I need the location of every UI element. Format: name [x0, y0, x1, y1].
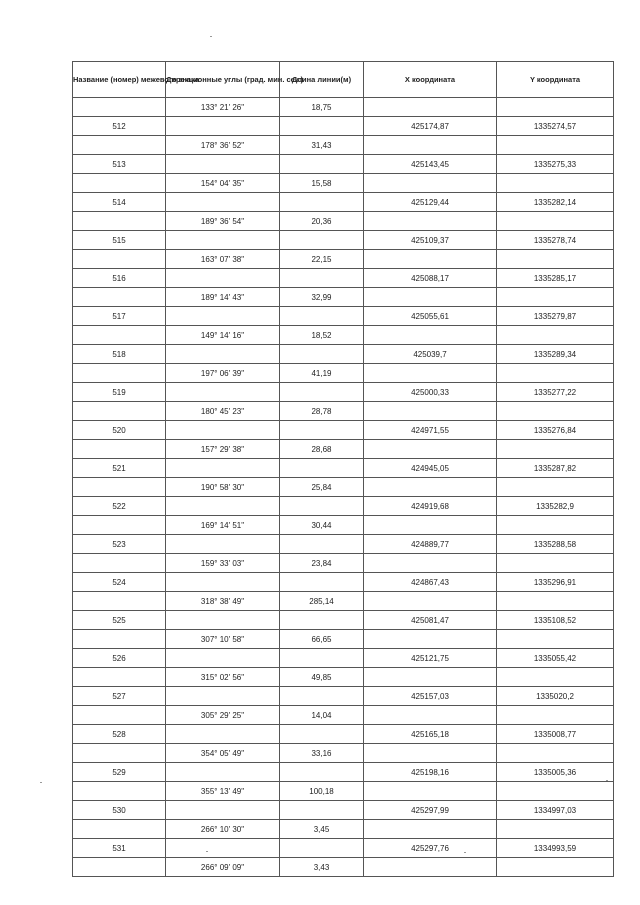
cell-length: 30,44 — [280, 516, 364, 535]
cell-y: 1335055,42 — [497, 649, 614, 668]
cell-y — [497, 820, 614, 839]
cell-name — [73, 174, 166, 193]
cell-name: 518 — [73, 345, 166, 364]
cell-y — [497, 326, 614, 345]
table-row — [73, 573, 614, 592]
cell-x — [364, 554, 497, 573]
cell-y: 1335020,2 — [497, 687, 614, 706]
cell-length: 25,84 — [280, 478, 364, 497]
cell-angle — [166, 193, 280, 212]
cell-angle: 315° 02' 56" — [166, 668, 280, 687]
cell-name — [73, 554, 166, 573]
cell-length: 22,15 — [280, 250, 364, 269]
cell-angle: 178° 36' 52" — [166, 136, 280, 155]
cell-name: 531 — [73, 839, 166, 858]
cell-length: 28,78 — [280, 402, 364, 421]
header-x: X координата — [364, 62, 497, 98]
table-row — [73, 307, 614, 326]
cell-name: 517 — [73, 307, 166, 326]
cell-length: 3,45 — [280, 820, 364, 839]
cell-y — [497, 174, 614, 193]
cell-x — [364, 440, 497, 459]
cell-name: 528 — [73, 725, 166, 744]
cell-x: 425297,76 — [364, 839, 497, 858]
cell-name — [73, 706, 166, 725]
cell-x — [364, 250, 497, 269]
cell-angle: 159° 33' 03" — [166, 554, 280, 573]
table-row — [73, 649, 614, 668]
cell-length — [280, 649, 364, 668]
cell-y: 1335287,82 — [497, 459, 614, 478]
cell-angle — [166, 459, 280, 478]
table-row — [73, 193, 614, 212]
cell-y — [497, 744, 614, 763]
cell-x: 424971,55 — [364, 421, 497, 440]
cell-angle: 355° 13' 49" — [166, 782, 280, 801]
cell-y: 1335282,9 — [497, 497, 614, 516]
cell-angle: 266° 09' 09" — [166, 858, 280, 877]
cell-x — [364, 668, 497, 687]
cell-name — [73, 250, 166, 269]
cell-length: 15,58 — [280, 174, 364, 193]
table-header-row — [73, 62, 614, 98]
cell-angle — [166, 155, 280, 174]
cell-angle: 190° 58' 30" — [166, 478, 280, 497]
header-angle: Дирекционные углы (град. мин. сек.) — [166, 62, 280, 98]
table-row — [73, 231, 614, 250]
cell-length: 18,75 — [280, 98, 364, 117]
table-row — [73, 421, 614, 440]
cell-x — [364, 402, 497, 421]
cell-name: 514 — [73, 193, 166, 212]
cell-angle: 307° 10' 58" — [166, 630, 280, 649]
cell-name: 523 — [73, 535, 166, 554]
cell-length — [280, 459, 364, 478]
table-row — [73, 782, 614, 801]
cell-x: 425129,44 — [364, 193, 497, 212]
table-row — [73, 288, 614, 307]
cell-length: 14,04 — [280, 706, 364, 725]
cell-x: 425081,47 — [364, 611, 497, 630]
cell-name: 522 — [73, 497, 166, 516]
cell-x — [364, 516, 497, 535]
table-row — [73, 801, 614, 820]
cell-y — [497, 858, 614, 877]
table-row — [73, 592, 614, 611]
cell-length — [280, 117, 364, 136]
cell-y: 1335108,52 — [497, 611, 614, 630]
cell-angle: 133° 21' 26" — [166, 98, 280, 117]
cell-length: 49,85 — [280, 668, 364, 687]
cell-y: 1335005,36 — [497, 763, 614, 782]
cell-y: 1335279,87 — [497, 307, 614, 326]
table-row — [73, 364, 614, 383]
cell-y: 1335285,17 — [497, 269, 614, 288]
cell-name: 530 — [73, 801, 166, 820]
cell-angle — [166, 801, 280, 820]
table-row — [73, 478, 614, 497]
cell-x — [364, 858, 497, 877]
cell-name — [73, 668, 166, 687]
cell-y — [497, 212, 614, 231]
cell-length — [280, 345, 364, 364]
cell-x: 425297,99 — [364, 801, 497, 820]
cell-name — [73, 136, 166, 155]
cell-name: 513 — [73, 155, 166, 174]
cell-name: 520 — [73, 421, 166, 440]
cell-length — [280, 383, 364, 402]
scan-speck — [210, 36, 212, 37]
cell-name: 519 — [73, 383, 166, 402]
cell-name — [73, 402, 166, 421]
cell-length: 31,43 — [280, 136, 364, 155]
cell-angle: 169° 14' 51" — [166, 516, 280, 535]
cell-length — [280, 193, 364, 212]
scan-speck — [40, 782, 42, 783]
cell-name — [73, 858, 166, 877]
cell-angle: 149° 14' 16" — [166, 326, 280, 345]
cell-y — [497, 478, 614, 497]
cell-length — [280, 763, 364, 782]
cell-y — [497, 364, 614, 383]
cell-length — [280, 611, 364, 630]
cell-angle — [166, 687, 280, 706]
header-y: Y координата — [497, 62, 614, 98]
cell-length: 285,14 — [280, 592, 364, 611]
cell-angle: 354° 05' 49" — [166, 744, 280, 763]
table-row — [73, 687, 614, 706]
table-row — [73, 440, 614, 459]
cell-x — [364, 288, 497, 307]
cell-angle — [166, 345, 280, 364]
table-row — [73, 516, 614, 535]
cell-length: 28,68 — [280, 440, 364, 459]
cell-length — [280, 307, 364, 326]
cell-x: 424945,05 — [364, 459, 497, 478]
cell-y — [497, 402, 614, 421]
table-row — [73, 345, 614, 364]
cell-angle: 157° 29' 38" — [166, 440, 280, 459]
cell-x — [364, 706, 497, 725]
cell-name — [73, 326, 166, 345]
cell-y — [497, 250, 614, 269]
cell-length: 18,52 — [280, 326, 364, 345]
cell-angle — [166, 383, 280, 402]
cell-length — [280, 725, 364, 744]
table-row — [73, 155, 614, 174]
cell-angle — [166, 611, 280, 630]
cell-y: 1335277,22 — [497, 383, 614, 402]
cell-name — [73, 820, 166, 839]
cell-x — [364, 364, 497, 383]
table-row — [73, 630, 614, 649]
cell-name: 515 — [73, 231, 166, 250]
cell-length — [280, 155, 364, 174]
cell-angle — [166, 117, 280, 136]
cell-x: 425088,17 — [364, 269, 497, 288]
cell-length: 20,36 — [280, 212, 364, 231]
table-row — [73, 820, 614, 839]
cell-angle — [166, 497, 280, 516]
cell-y — [497, 592, 614, 611]
cell-length: 33,16 — [280, 744, 364, 763]
cell-angle — [166, 763, 280, 782]
table-row — [73, 668, 614, 687]
cell-x: 425157,03 — [364, 687, 497, 706]
cell-y — [497, 630, 614, 649]
cell-angle — [166, 535, 280, 554]
cell-angle: 154° 04' 35" — [166, 174, 280, 193]
cell-angle — [166, 573, 280, 592]
cell-name: 524 — [73, 573, 166, 592]
cell-name — [73, 440, 166, 459]
cell-angle: 318° 38' 49" — [166, 592, 280, 611]
table-row — [73, 117, 614, 136]
table-row — [73, 497, 614, 516]
cell-name — [73, 98, 166, 117]
cell-y: 1335276,84 — [497, 421, 614, 440]
cell-x: 424889,77 — [364, 535, 497, 554]
cell-length — [280, 421, 364, 440]
cell-length — [280, 535, 364, 554]
cell-x — [364, 212, 497, 231]
cell-x — [364, 174, 497, 193]
cell-y — [497, 516, 614, 535]
cell-x — [364, 136, 497, 155]
table-row — [73, 459, 614, 478]
table-row — [73, 383, 614, 402]
cell-y — [497, 136, 614, 155]
cell-angle: 180° 45' 23" — [166, 402, 280, 421]
cell-x — [364, 744, 497, 763]
cell-length: 66,65 — [280, 630, 364, 649]
table-row — [73, 136, 614, 155]
table-row — [73, 212, 614, 231]
table-body — [73, 98, 614, 877]
cell-length — [280, 839, 364, 858]
cell-y — [497, 782, 614, 801]
table-row — [73, 174, 614, 193]
cell-x: 425198,16 — [364, 763, 497, 782]
cell-angle: 189° 14' 43" — [166, 288, 280, 307]
cell-y: 1334993,59 — [497, 839, 614, 858]
cell-y: 1335289,34 — [497, 345, 614, 364]
cell-x: 425000,33 — [364, 383, 497, 402]
cell-length — [280, 269, 364, 288]
cell-y — [497, 288, 614, 307]
cell-name: 527 — [73, 687, 166, 706]
cell-length: 3,43 — [280, 858, 364, 877]
cell-x — [364, 592, 497, 611]
cell-length — [280, 497, 364, 516]
cell-y: 1335296,91 — [497, 573, 614, 592]
cell-angle — [166, 725, 280, 744]
table-row — [73, 326, 614, 345]
cell-x — [364, 478, 497, 497]
table-row — [73, 744, 614, 763]
cell-name — [73, 592, 166, 611]
cell-name — [73, 478, 166, 497]
table-row — [73, 611, 614, 630]
cell-length — [280, 687, 364, 706]
cell-length: 23,84 — [280, 554, 364, 573]
table-row — [73, 839, 614, 858]
cell-y: 1335282,14 — [497, 193, 614, 212]
cell-length: 100,18 — [280, 782, 364, 801]
cell-y: 1335274,57 — [497, 117, 614, 136]
cell-angle: 189° 36' 54" — [166, 212, 280, 231]
cell-name — [73, 782, 166, 801]
cell-name — [73, 212, 166, 231]
cell-length: 41,19 — [280, 364, 364, 383]
cell-length — [280, 801, 364, 820]
table-row — [73, 725, 614, 744]
cell-x: 425121,75 — [364, 649, 497, 668]
table-row — [73, 858, 614, 877]
table-row — [73, 763, 614, 782]
cell-x: 425143,45 — [364, 155, 497, 174]
cell-name — [73, 516, 166, 535]
cell-name: 529 — [73, 763, 166, 782]
table-row — [73, 706, 614, 725]
cell-y — [497, 706, 614, 725]
cell-name — [73, 630, 166, 649]
cell-y — [497, 440, 614, 459]
cell-y: 1335275,33 — [497, 155, 614, 174]
cell-length — [280, 231, 364, 250]
table-row — [73, 535, 614, 554]
cell-name: 526 — [73, 649, 166, 668]
table-row — [73, 250, 614, 269]
cell-x — [364, 326, 497, 345]
cell-angle — [166, 839, 280, 858]
cell-angle: 266° 10' 30" — [166, 820, 280, 839]
cell-angle — [166, 649, 280, 668]
cell-y: 1335278,74 — [497, 231, 614, 250]
cell-angle — [166, 307, 280, 326]
header-name: Название (номер) межевого знака — [73, 62, 166, 98]
table-row — [73, 402, 614, 421]
cell-x — [364, 820, 497, 839]
cell-name: 521 — [73, 459, 166, 478]
cell-y — [497, 554, 614, 573]
table-row — [73, 269, 614, 288]
cell-x: 425165,18 — [364, 725, 497, 744]
cell-x — [364, 782, 497, 801]
cell-y: 1335288,58 — [497, 535, 614, 554]
cell-x: 424919,68 — [364, 497, 497, 516]
cell-name: 516 — [73, 269, 166, 288]
cell-y — [497, 98, 614, 117]
cell-y: 1334997,03 — [497, 801, 614, 820]
cell-name — [73, 364, 166, 383]
header-length: Длина линии(м) — [280, 62, 364, 98]
cell-y — [497, 668, 614, 687]
cell-angle — [166, 421, 280, 440]
cell-y: 1335008,77 — [497, 725, 614, 744]
cell-length: 32,99 — [280, 288, 364, 307]
cell-x — [364, 630, 497, 649]
cell-name — [73, 288, 166, 307]
cell-x: 424867,43 — [364, 573, 497, 592]
cell-angle: 197° 06' 39" — [166, 364, 280, 383]
boundary-coordinates-table — [72, 61, 614, 877]
cell-angle — [166, 231, 280, 250]
cell-name: 525 — [73, 611, 166, 630]
cell-x: 425055,61 — [364, 307, 497, 326]
cell-angle: 163° 07' 38" — [166, 250, 280, 269]
cell-angle — [166, 269, 280, 288]
cell-x: 425174,87 — [364, 117, 497, 136]
cell-x: 425109,37 — [364, 231, 497, 250]
cell-x — [364, 98, 497, 117]
cell-angle: 305° 29' 25" — [166, 706, 280, 725]
cell-name — [73, 744, 166, 763]
cell-length — [280, 573, 364, 592]
cell-name: 512 — [73, 117, 166, 136]
table-row — [73, 554, 614, 573]
table-row — [73, 98, 614, 117]
cell-x: 425039,7 — [364, 345, 497, 364]
